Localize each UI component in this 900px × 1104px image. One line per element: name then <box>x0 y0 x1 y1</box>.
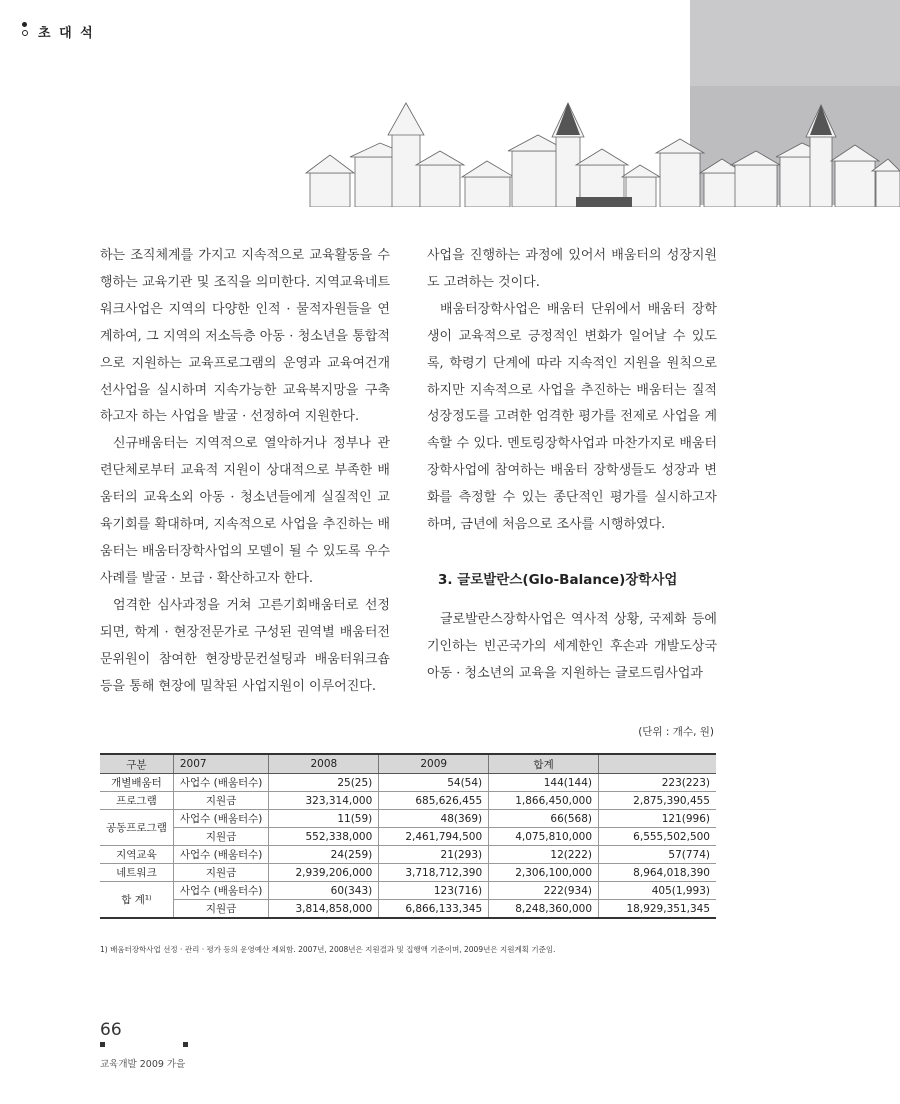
value-cell: 6,555,502,500 <box>599 828 716 846</box>
value-cell: 12(222) <box>489 846 599 864</box>
page-number: 66 <box>100 1020 122 1040</box>
table-header-row <box>100 754 716 774</box>
value-cell: 11(59) <box>269 810 379 828</box>
category-cell: 합 계¹⁾ <box>100 882 173 919</box>
value-cell: 66(568) <box>489 810 599 828</box>
value-cell: 6,866,133,345 <box>379 900 489 919</box>
value-cell: 2,939,206,000 <box>269 864 379 882</box>
item-cell: 지원금 <box>173 864 269 882</box>
category-cell: 지역교육 <box>100 846 173 864</box>
value-cell: 8,964,018,390 <box>599 864 716 882</box>
table-header: 구분 <box>100 754 173 774</box>
table-header: 2009 <box>379 754 489 774</box>
item-cell: 사업수 (배움터수) <box>173 846 269 864</box>
paragraph: 신규배움터는 지역적으로 열악하거나 정부나 관련단체로부터 교육적 지원이 상대적으로 부족한 배움터의 교육소외 아동 · 청소년들에게 실질적인 교육기회를 확대하며, 지속적으로 사업을 추진하는 배움터는 배움터장학사업의 모델이 될 수 있도록 우수사례를 발굴 · 보급 · 확산하고자 한다. <box>100 436 390 586</box>
footer-square-icon <box>183 1042 188 1047</box>
table-row <box>100 774 716 792</box>
value-cell: 57(774) <box>599 846 716 864</box>
table-header <box>599 754 716 774</box>
value-cell: 323,314,000 <box>269 792 379 810</box>
category-cell: 네트워크 <box>100 864 173 882</box>
table-header: 2007 <box>173 754 269 774</box>
table-header: 합계 <box>489 754 599 774</box>
item-cell: 사업수 (배움터수) <box>173 810 269 828</box>
value-cell: 60(343) <box>269 882 379 900</box>
value-cell: 223(223) <box>599 774 716 792</box>
value-cell: 121(996) <box>599 810 716 828</box>
table-row <box>100 792 716 810</box>
header-gray-block-top <box>690 0 900 86</box>
value-cell: 2,306,100,000 <box>489 864 599 882</box>
value-cell: 3,718,712,390 <box>379 864 489 882</box>
town-illustration <box>280 95 900 207</box>
section-label: 초 대 석 <box>38 26 95 41</box>
value-cell: 24(259) <box>269 846 379 864</box>
item-cell: 지원금 <box>173 900 269 919</box>
value-cell: 2,461,794,500 <box>379 828 489 846</box>
item-cell: 지원금 <box>173 792 269 810</box>
category-cell: 공동프로그램 <box>100 810 173 846</box>
item-cell: 사업수 (배움터수) <box>173 774 269 792</box>
value-cell: 123(716) <box>379 882 489 900</box>
value-cell: 552,338,000 <box>269 828 379 846</box>
value-cell: 405(1,993) <box>599 882 716 900</box>
value-cell: 4,075,810,000 <box>489 828 599 846</box>
value-cell: 8,248,360,000 <box>489 900 599 919</box>
value-cell: 54(54) <box>379 774 489 792</box>
table-footnote: 1) 배움터장학사업 선정 · 관리 · 평가 등의 운영예산 제외함. 2007년, 2008년은 지원결과 및 집행액 기준이며, 2009년은 지원계획 기준임. <box>100 945 556 954</box>
paragraph: 글로발란스장학사업은 역사적 상황, 국제화 등에 기인하는 빈곤국가의 세계한인 후손과 개발도상국 아동 · 청소년의 교육을 지원하는 글로드림사업과 <box>427 612 717 681</box>
section-heading: 3. 글로발란스(Glo-Balance)장학사업 <box>438 572 678 588</box>
value-cell: 3,814,858,000 <box>269 900 379 919</box>
footer-square-icon <box>100 1042 105 1047</box>
table-row <box>100 846 716 864</box>
value-cell: 1,866,450,000 <box>489 792 599 810</box>
item-cell: 지원금 <box>173 828 269 846</box>
paragraph: 엄격한 심사과정을 거쳐 고른기회배움터로 선정되면, 학계 · 현장전문가로 구성된 권역별 배움터전문위원이 참여한 현장방문컨설팅과 배움터워크숍 등을 통해 현장에 밀착된 사업지원이 이루어진다. <box>100 597 390 694</box>
paragraph: 배움터장학사업은 배움터 단위에서 배움터 장학생이 교육적으로 긍정적인 변화가 일어날 수 있도록, 학령기 단계에 따라 지속적인 지원을 원칙으로 하지만 지속적으로 사업을 추진하는 배움터는 질적 성장정도를 고려한 엄격한 평가를 전제로 사업을 계속할 수 있다. 멘토링장학사업과 마찬가지로 배움터장학사업에 참여하는 배움터 장학생들도 성장과 변화를 측정할 수 있는 종단적인 평가를 실시하고자 하며, 금년에 처음으로 조사를 시행하였다. <box>427 301 717 533</box>
category-cell: 개별배움터 <box>100 774 173 792</box>
table-row <box>100 810 716 828</box>
left-text-column <box>100 243 390 700</box>
value-cell: 18,929,351,345 <box>599 900 716 919</box>
table-row <box>100 864 716 882</box>
item-cell: 사업수 (배움터수) <box>173 882 269 900</box>
table-header: 2008 <box>269 754 379 774</box>
value-cell: 2,875,390,455 <box>599 792 716 810</box>
value-cell: 25(25) <box>269 774 379 792</box>
header-bullet-icon <box>22 22 30 40</box>
table-row <box>100 828 716 846</box>
value-cell: 48(369) <box>379 810 489 828</box>
value-cell: 685,626,455 <box>379 792 489 810</box>
value-cell: 144(144) <box>489 774 599 792</box>
table-unit-label: (단위 : 개수, 원) <box>638 726 714 738</box>
table-row <box>100 882 716 900</box>
value-cell: 222(934) <box>489 882 599 900</box>
value-cell: 21(293) <box>379 846 489 864</box>
paragraph: 하는 조직체계를 가지고 지속적으로 교육활동을 수행하는 교육기관 및 조직을 의미한다. 지역교육네트워크사업은 지역의 다양한 인적 · 물적자원들을 연계하여, 그 지역의 저소득층 아동 · 청소년을 통합적으로 지원하는 교육프로그램의 운영과 교육여건개선사업을 실시하며 지속가능한 교육복지망을 구축하고자 하는 사업을 발굴 · 선정하여 지원한다. <box>100 248 390 425</box>
table-row <box>100 900 716 919</box>
category-cell: 프로그램 <box>100 792 173 810</box>
section-body <box>427 607 717 688</box>
right-text-column <box>427 243 717 539</box>
funding-table <box>100 753 716 919</box>
publication-name: 교육개발 2009 가을 <box>100 1059 186 1070</box>
paragraph: 사업을 진행하는 과정에 있어서 배움터의 성장지원도 고려하는 것이다. <box>427 248 717 290</box>
